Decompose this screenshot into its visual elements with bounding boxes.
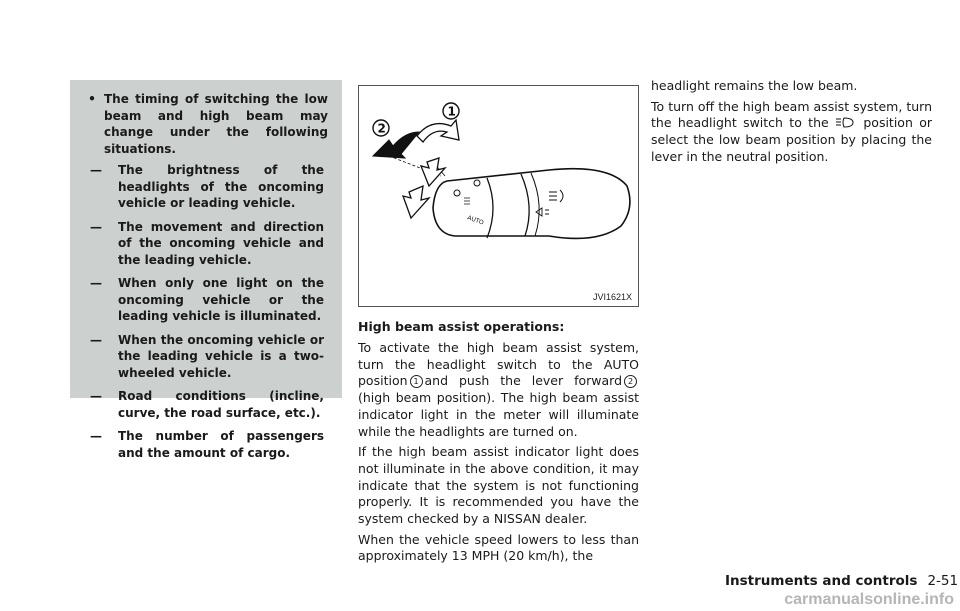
list-dash: — (90, 332, 102, 347)
footer-section: Instruments and controls (725, 573, 918, 589)
paragraph-turn-off (651, 99, 932, 166)
list-item (90, 162, 324, 212)
down-arrow-upper (421, 158, 445, 186)
main-text-column (358, 318, 639, 569)
lever-illustration (359, 86, 640, 308)
list-item-text: When the oncoming vehicle or the leading vehicle is a two-wheeled vehicle. (118, 332, 324, 380)
list-item (90, 428, 324, 461)
note-main-text: The timing of switching the low beam and high beam may change under the following situations. (104, 92, 328, 156)
right-text-column (651, 78, 932, 170)
paragraph-speed: When the vehicle speed lowers to less than approximately 13 MPH (20 km/h), the (358, 531, 639, 564)
list-item-text: The movement and direction of the oncoming vehicle and the leading vehicle. (118, 219, 324, 267)
callout-1-ref-icon: 1 (410, 375, 423, 388)
list-item (90, 388, 324, 421)
paragraph-indicator: If the high beam assist indicator light does not illuminate in the above condition, it may indicate that the system is not functioning properly. It is recommended you have the system checked by a NISSAN dealer. (358, 444, 639, 527)
headlight-lever-figure (358, 85, 639, 307)
page-footer (725, 573, 958, 589)
list-item-text: The number of passengers and the amount of cargo. (118, 429, 324, 460)
list-dash: — (90, 429, 102, 443)
list-dash: — (90, 276, 102, 290)
list-item-text: The brightness of the headlights of the oncoming vehicle or leading vehicle. (118, 163, 324, 210)
paragraph-low-beam: headlight remains the low beam. (651, 78, 858, 93)
para-text: To turn off the high beam assist system, turn the headlight switch to the (651, 98, 932, 131)
list-dash: — (90, 389, 102, 403)
note-bullet (88, 91, 328, 157)
headlight-symbol-icon (835, 117, 857, 128)
callout-2-label: 2 (377, 121, 386, 136)
list-item-text: When only one light on the oncoming vehicle or the leading vehicle is illuminated. (118, 276, 324, 323)
figure-code: JVI1621X (592, 292, 632, 302)
bullet-dot: • (88, 91, 96, 106)
lever-body (433, 169, 630, 239)
para-text: position or select the low beam position by placing the lever in the neutral position. (651, 115, 932, 164)
note-sub-list (90, 162, 324, 468)
para-text: (high beam position). The high beam assist indicator light in the meter will illuminate while the headlights are turned on. (358, 390, 639, 439)
list-item-text: Road conditions (incline, curve, the road surface, etc.). (118, 389, 324, 420)
list-item (90, 275, 324, 325)
arrow-1 (417, 120, 459, 142)
section-heading: High beam assist operations: (358, 319, 565, 334)
list-dash: — (90, 163, 102, 177)
list-item (90, 219, 324, 269)
callout-2-ref-icon: 2 (624, 375, 637, 388)
list-item (90, 332, 324, 382)
para-text: To activate the high beam assist system, turn the headlight switch to the AUTO position (358, 340, 639, 389)
paragraph-activate (358, 340, 639, 440)
list-dash: — (90, 219, 102, 234)
callout-1-label: 1 (447, 104, 456, 119)
page-number: 2-51 (927, 573, 959, 589)
watermark: carmanualsonline.info (784, 591, 954, 608)
down-arrow-lower (403, 186, 429, 218)
auto-label: AUTO (466, 214, 485, 227)
note-box (70, 80, 342, 460)
para-text: and push the lever forward (424, 373, 622, 389)
